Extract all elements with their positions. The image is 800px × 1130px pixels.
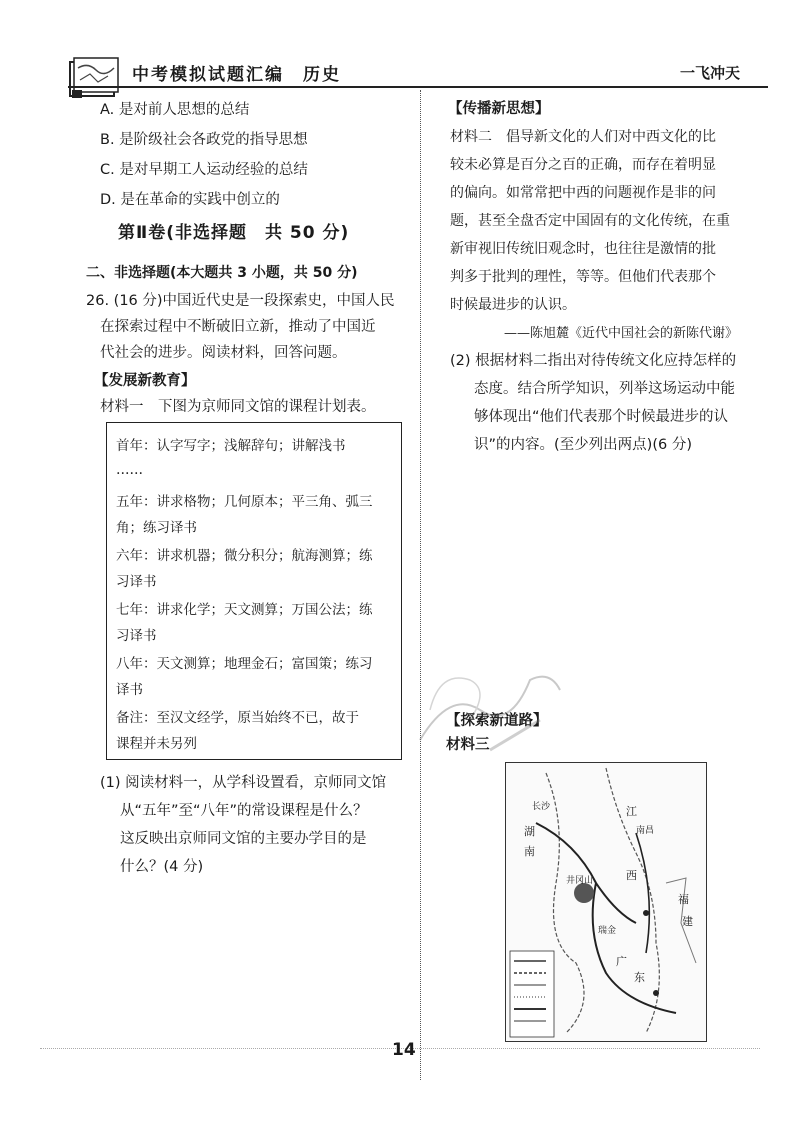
option-c: C. 是对早期工人运动经验的总结 bbox=[100, 162, 308, 178]
table-line: 课程并未另列 bbox=[116, 736, 197, 752]
q1-line-4: 什么？(4 分) bbox=[120, 859, 204, 875]
material2-line: 较未必算是百分之百的正确，而存在着明显 bbox=[450, 157, 716, 173]
table-line: 备注：至汉文经学，原当始终不已，故于 bbox=[116, 710, 359, 726]
q1-line-1: (1) 阅读材料一，从学科设置看，京师同文馆 bbox=[100, 775, 387, 791]
q2-line-3: 够体现出“他们代表那个时候最进步的认 bbox=[474, 409, 729, 425]
header-brand: 一飞冲天 bbox=[680, 64, 741, 82]
map-label: 南 bbox=[524, 845, 535, 858]
map-label: 东 bbox=[634, 971, 645, 984]
table-line: 首年：认字写字；浅解辞句；讲解浅书 bbox=[116, 438, 346, 454]
section-title: 第Ⅱ卷(非选择题 共 50 分) bbox=[118, 223, 350, 243]
material1-intro: 材料一 下图为京师同文馆的课程计划表。 bbox=[100, 399, 376, 415]
table-line: 七年：讲求化学；天文测算；万国公法；练 bbox=[116, 602, 373, 618]
map-label: 西 bbox=[626, 869, 637, 882]
map-label: 江 bbox=[626, 805, 637, 818]
route-map bbox=[505, 762, 707, 1042]
map-label: 广 bbox=[616, 955, 627, 968]
map-label: 南昌 bbox=[636, 826, 655, 836]
table-line: 六年：讲求机器；微分积分；航海测算；练 bbox=[116, 548, 373, 564]
material2-line: 判多于批判的理性，等等。但他们代表那个 bbox=[450, 269, 716, 285]
material2-line: 新审视旧传统旧观念时，也往往是激情的批 bbox=[450, 241, 716, 257]
material2-line: 题，甚至全盘否定中国固有的文化传统，在重 bbox=[450, 213, 730, 229]
material2-line: 材料二 倡导新文化的人们对中西文化的比 bbox=[450, 129, 716, 145]
table-line: …… bbox=[116, 462, 143, 478]
table-line: 五年：讲求格物；几何原本；平三角、弧三 bbox=[116, 494, 373, 510]
part-heading: 二、非选择题(本大题共 3 小题，共 50 分) bbox=[86, 265, 358, 281]
map-label: 瑞金 bbox=[598, 926, 617, 936]
option-d: D. 是在革命的实践中创立的 bbox=[100, 192, 280, 208]
table-line: 八年：天文测算；地理金石；富国策；练习 bbox=[116, 656, 373, 672]
column-divider bbox=[420, 90, 421, 1080]
map-label: 建 bbox=[682, 915, 693, 928]
material2-line: 时候最进步的认识。 bbox=[450, 297, 576, 313]
map-label: 井冈山 bbox=[566, 876, 594, 886]
map-label: 湖 bbox=[524, 825, 535, 838]
q26-line-2: 在探索过程中不断破旧立新，推动了中国近 bbox=[100, 319, 376, 335]
table-line: 习译书 bbox=[116, 628, 157, 644]
material3-label: 材料三 bbox=[446, 737, 490, 753]
q26-line-1: 26. (16 分)中国近代史是一段探索史，中国人民 bbox=[86, 293, 395, 309]
table-line: 译书 bbox=[116, 682, 143, 698]
q2-line-4: 识”的内容。(至少列出两点)(6 分) bbox=[474, 437, 692, 453]
table-line: 习译书 bbox=[116, 574, 157, 590]
citation: ——陈旭麓《近代中国社会的新陈代谢》 bbox=[504, 326, 739, 341]
table-line: 角；练习译书 bbox=[116, 520, 197, 536]
header-rule bbox=[68, 86, 768, 88]
q2-line-1: (2) 根据材料二指出对待传统文化应持怎样的 bbox=[450, 353, 737, 369]
q26-line-3: 代社会的进步。阅读材料，回答问题。 bbox=[100, 345, 347, 361]
sub3-tag: 【探索新道路】 bbox=[446, 713, 548, 729]
option-a: A. 是对前人思想的总结 bbox=[100, 102, 250, 118]
map-label: 福 bbox=[678, 893, 689, 906]
q2-line-2: 态度。结合所学知识，列举这场运动中能 bbox=[474, 381, 735, 397]
option-b: B. 是阶级社会各政党的指导思想 bbox=[100, 132, 308, 148]
watermark-scribble-icon bbox=[410, 650, 570, 760]
page-number: 14 bbox=[392, 1040, 416, 1060]
book-logo-icon bbox=[68, 54, 120, 100]
sub1-tag: 【发展新教育】 bbox=[94, 373, 196, 389]
material2-line: 的偏向。如常常把中西的问题视作是非的问 bbox=[450, 185, 716, 201]
sub2-tag: 【传播新思想】 bbox=[448, 101, 550, 117]
q1-line-2: 从“五年”至“八年”的常设课程是什么？ bbox=[120, 803, 368, 819]
map-label: 长沙 bbox=[532, 802, 551, 812]
header-title: 中考模拟试题汇编 历史 bbox=[132, 65, 341, 85]
q1-line-3: 这反映出京师同文馆的主要办学目的是 bbox=[120, 831, 367, 847]
